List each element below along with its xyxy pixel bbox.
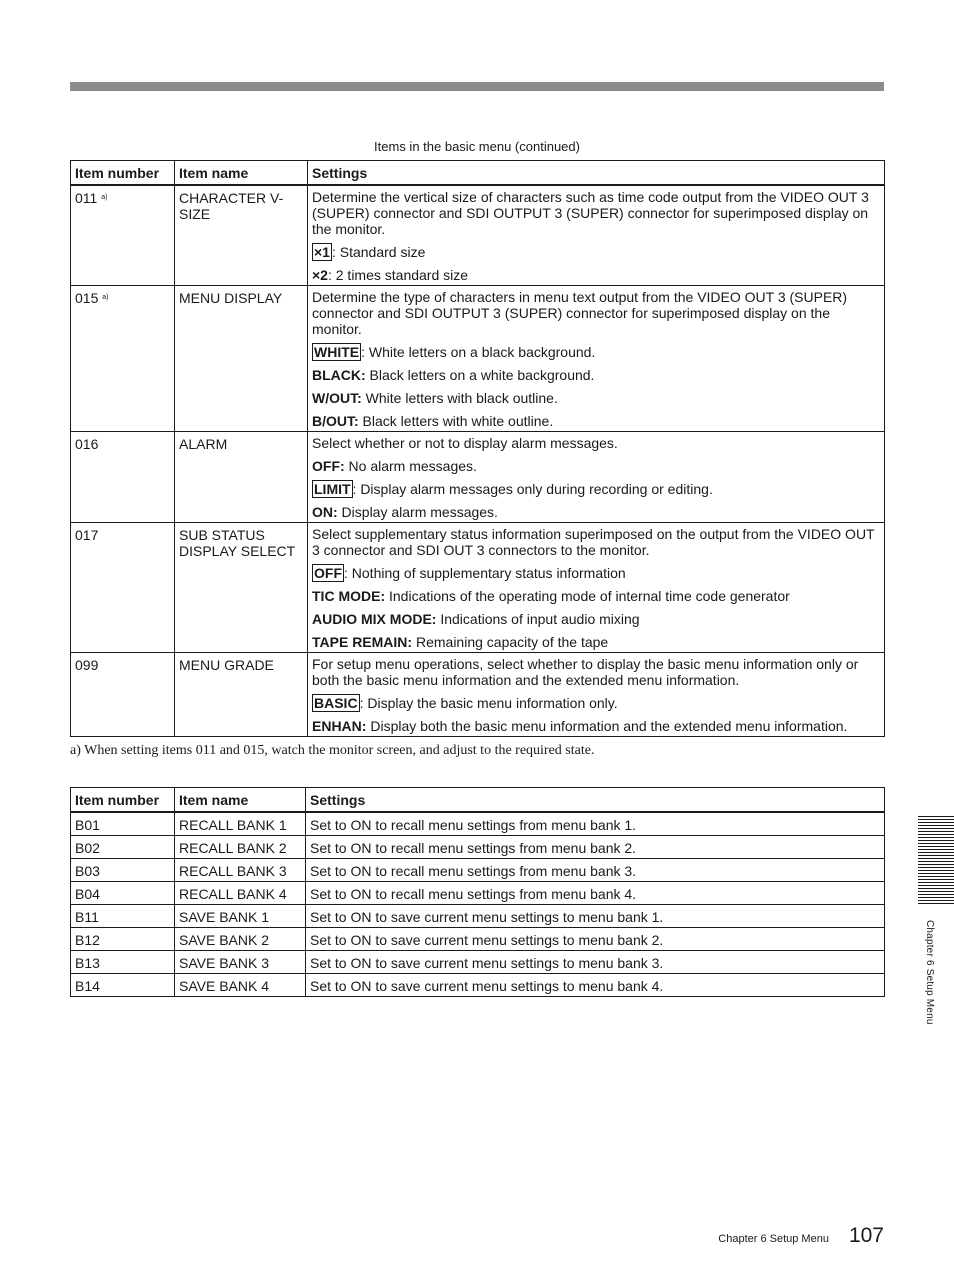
settings-cell: Set to ON to save current menu settings to menu bank 3. [306, 951, 885, 974]
setting-option [312, 367, 880, 383]
table-row [71, 523, 885, 653]
table-row [71, 928, 885, 951]
item-name: MENU GRADE [179, 657, 274, 673]
setting-option [312, 481, 880, 497]
side-chapter-label-text: Chapter 6 Setup Menu [924, 920, 935, 1025]
item-number: 099 [75, 657, 99, 673]
setting-option [312, 718, 880, 734]
setting-option [312, 267, 880, 283]
item-number-cell: B12 [71, 928, 175, 951]
item-number-cell [71, 432, 175, 523]
item-name-cell [175, 432, 308, 523]
header-item-name: Item name [175, 161, 308, 186]
table-row [71, 859, 885, 882]
table-row [71, 951, 885, 974]
item-name: ALARM [179, 436, 228, 452]
table-header-row [71, 161, 885, 186]
setting-option [312, 504, 880, 520]
option-text: Remaining capacity of the tape [412, 634, 609, 650]
settings-description: Select supplementary status information superimposed on the output from the VIDEO OUT 3 connector and SDI OUT 3 connectors to the monitor. [312, 526, 875, 558]
item-number: 011 [75, 190, 98, 206]
setting-option [312, 634, 880, 650]
settings-cell: Set to ON to save current menu settings to menu bank 1. [306, 905, 885, 928]
settings-cell: Set to ON to recall menu settings from menu bank 2. [306, 836, 885, 859]
settings-description: For setup menu operations, select whether to display the basic menu information only or both the basic menu information and the extended menu information. [312, 656, 859, 688]
item-number-cell: B02 [71, 836, 175, 859]
item-name-cell [175, 185, 308, 286]
item-number-cell [71, 185, 175, 286]
item-name: CHARACTER V-SIZE [179, 190, 284, 222]
table-row [71, 974, 885, 997]
option-key: AUDIO MIX MODE: [312, 611, 437, 627]
setting-option [312, 565, 880, 581]
option-key: BLACK: [312, 367, 366, 383]
option-text: : Display alarm messages only during recording or editing. [352, 481, 713, 497]
option-text: : Nothing of supplementary status information [344, 565, 626, 581]
option-text: Black letters on a white background. [365, 367, 595, 383]
item-name-cell: SAVE BANK 2 [175, 928, 306, 951]
table-row [71, 836, 885, 859]
table-row [71, 905, 885, 928]
option-text: Indications of input audio mixing [436, 611, 640, 627]
option-text: Indications of the operating mode of internal time code generator [385, 588, 790, 604]
setting-option [312, 344, 880, 360]
option-key: OFF: [312, 458, 345, 474]
page-number: 107 [848, 1224, 884, 1247]
setting-option [312, 390, 880, 406]
default-option-key: LIMIT [314, 481, 351, 497]
default-option-key: ×1 [314, 244, 330, 260]
option-key: ×2 [312, 267, 328, 283]
setting-option [312, 588, 880, 604]
item-name-cell: RECALL BANK 1 [175, 812, 306, 836]
item-number: 017 [75, 527, 99, 543]
settings-cell: Set to ON to recall menu settings from menu bank 3. [306, 859, 885, 882]
table-header-row [71, 788, 885, 813]
setting-option [312, 695, 880, 711]
settings-description: Determine the vertical size of characters such as time code output from the VIDEO OUT 3 (SUPER) connector and SDI OUTPUT 3 (SUPER) connector for superimposed display on the monitor. [312, 189, 869, 237]
table-row [71, 812, 885, 836]
menu-bank-table [70, 787, 885, 997]
option-key: B/OUT: [312, 413, 359, 429]
option-key: ENHAN: [312, 718, 367, 734]
item-name-cell: RECALL BANK 4 [175, 882, 306, 905]
option-text: No alarm messages. [344, 458, 477, 474]
option-text: Display both the basic menu information and the extended menu information. [366, 718, 848, 734]
default-option-key: WHITE [314, 344, 360, 360]
page-footer [718, 1224, 884, 1248]
option-text: White letters with black outline. [361, 390, 558, 406]
table-row [71, 286, 885, 432]
setting-option [312, 458, 880, 474]
default-option-key: OFF [314, 565, 342, 581]
option-text: : White letters on a black background. [361, 344, 596, 360]
table-row [71, 432, 885, 523]
item-number-cell [71, 653, 175, 737]
settings-description: Determine the type of characters in menu text output from the VIDEO OUT 3 (SUPER) connector and SDI OUTPUT 3 (SUPER) connector for superimposed display on the monitor. [312, 289, 848, 337]
footnote-marker: a) [102, 294, 109, 301]
setting-option [312, 413, 880, 429]
table-row [71, 653, 885, 737]
option-key: ON: [312, 504, 338, 520]
header-settings: Settings [306, 788, 885, 813]
item-name-cell [175, 286, 308, 432]
option-text: : Display the basic menu information only. [359, 695, 618, 711]
default-option-key: BASIC [314, 695, 358, 711]
item-number-cell: B14 [71, 974, 175, 997]
item-name-cell: SAVE BANK 4 [175, 974, 306, 997]
top-rule [70, 82, 884, 91]
item-number: 015 [75, 290, 99, 306]
option-key: TIC MODE: [312, 588, 386, 604]
item-name-cell [175, 523, 308, 653]
item-name-cell: SAVE BANK 1 [175, 905, 306, 928]
option-key: W/OUT: [312, 390, 362, 406]
footnote-marker: a) [101, 194, 108, 201]
settings-cell [308, 523, 885, 653]
header-item-name: Item name [175, 788, 306, 813]
item-number-cell: B01 [71, 812, 175, 836]
footer-chapter: Chapter 6 Setup Menu [718, 1233, 829, 1245]
settings-cell [308, 653, 885, 737]
item-number: 016 [75, 436, 99, 452]
header-item-number: Item number [71, 161, 175, 186]
settings-cell: Set to ON to save current menu settings to menu bank 4. [306, 974, 885, 997]
option-text: : Standard size [331, 244, 426, 260]
settings-cell [308, 185, 885, 286]
option-text: Black letters with white outline. [358, 413, 554, 429]
item-number-cell: B13 [71, 951, 175, 974]
basic-menu-table [70, 160, 885, 737]
settings-cell: Set to ON to recall menu settings from menu bank 1. [306, 812, 885, 836]
item-number-cell: B03 [71, 859, 175, 882]
item-name: MENU DISPLAY [179, 290, 283, 306]
option-text: : 2 times standard size [327, 267, 469, 283]
item-number-cell [71, 286, 175, 432]
table-row [71, 882, 885, 905]
item-number-cell: B11 [71, 905, 175, 928]
settings-description: Select whether or not to display alarm messages. [312, 435, 618, 451]
settings-cell [308, 432, 885, 523]
header-item-number: Item number [71, 788, 175, 813]
settings-cell [308, 286, 885, 432]
item-name-cell: SAVE BANK 3 [175, 951, 306, 974]
settings-cell: Set to ON to save current menu settings to menu bank 2. [306, 928, 885, 951]
item-number-cell [71, 523, 175, 653]
item-number-cell: B04 [71, 882, 175, 905]
side-chapter-label [925, 920, 935, 1060]
option-key: TAPE REMAIN: [312, 634, 413, 650]
setting-option [312, 244, 880, 260]
table-caption: Items in the basic menu (continued) [374, 139, 580, 154]
item-name-cell: RECALL BANK 3 [175, 859, 306, 882]
chapter-tab-marker [918, 816, 954, 906]
footnote: a) When setting items 011 and 015, watch the monitor screen, and adjust to the required state. [70, 743, 595, 758]
header-settings: Settings [308, 161, 885, 186]
settings-cell: Set to ON to recall menu settings from menu bank 4. [306, 882, 885, 905]
item-name-cell: RECALL BANK 2 [175, 836, 306, 859]
option-text: Display alarm messages. [337, 504, 498, 520]
item-name-cell [175, 653, 308, 737]
table-row [71, 185, 885, 286]
setting-option [312, 611, 880, 627]
item-name: SUB STATUS DISPLAY SELECT [179, 527, 296, 559]
